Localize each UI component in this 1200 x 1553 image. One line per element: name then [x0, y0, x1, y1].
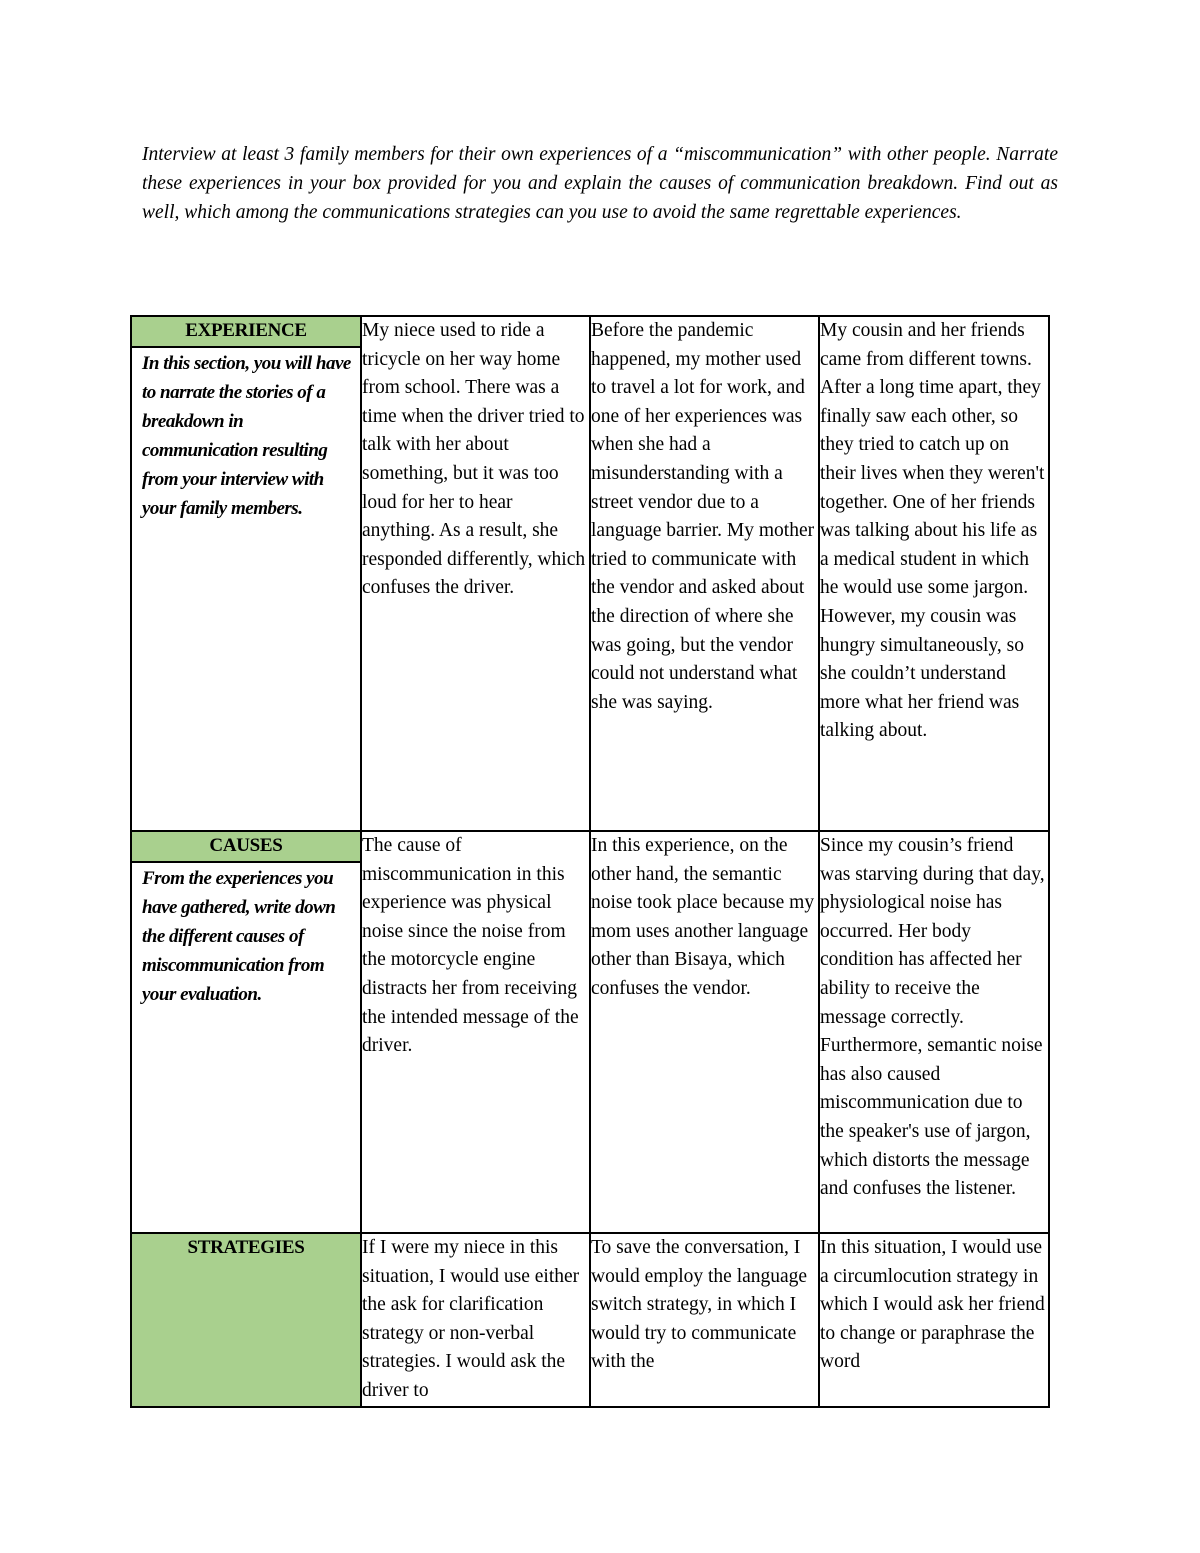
causes-label-cell [131, 831, 361, 1233]
strategies-entry-niece: If I were my niece in this situation, I would use either the ask for clarification strategy or non-verbal strategies. I would ask the driver to [361, 1233, 590, 1407]
strategies-label-cell [131, 1233, 361, 1407]
experience-entry-mother: Before the pandemic happened, my mother used to travel a lot for work, and one of her experiences was when she had a misunderstanding with a street vendor due to a language barrier. My mother tried to communicate with the vendor and asked about the direction of where she was going, but the vendor could not understand what she was saying. [590, 316, 819, 831]
strategies-entry-cousin: In this situation, I would use a circumlocution strategy in which I would ask her friend to change or paraphrase the word [819, 1233, 1049, 1407]
experience-entry-cousin: My cousin and her friends came from different towns. After a long time apart, they finally saw each other, so they tried to catch up on their lives when they weren't together. One of her friends was talking about his life as a medical student in which he would use some jargon. However, my cousin was hungry simultaneously, so she couldn’t understand more what her friend was talking about. [819, 316, 1049, 831]
experience-header: EXPERIENCE [132, 317, 360, 348]
strategies-header: STRATEGIES [132, 1234, 360, 1263]
experience-label-cell [131, 316, 361, 831]
causes-entry-niece: The cause of miscommunication in this experience was physical noise since the noise from the motorcycle engine distracts her from receiving the intended message of the driver. [361, 831, 590, 1233]
causes-entry-cousin: Since my cousin’s friend was starving during that day, physiological noise has occurred. Her body condition has affected her ability to receive the message correctly. Furthermore, semantic noise has also caused miscommunication due to the speaker's use of jargon, which distorts the message and confuses the listener. [819, 831, 1049, 1233]
experience-entry-niece: My niece used to ride a tricycle on her way home from school. There was a time when the driver tried to talk with her about something, but it was too loud for her to hear anything. As a result, she responded differently, which confuses the driver. [361, 316, 590, 831]
experience-row [131, 316, 1049, 831]
instructions-paragraph: Interview at least 3 family members for their own experiences of a “miscommunication” with other people. Narrate these experiences in your box provided for you and explain the causes of communication breakdown. Find out as well, which among the communications strategies can you use to avoid the same regrettable experiences. [142, 144, 1058, 223]
causes-row [131, 831, 1049, 1233]
miscommunication-worksheet-table [130, 315, 1050, 1408]
strategies-row [131, 1233, 1049, 1407]
experience-description: In this section, you will have to narrate the stories of a breakdown in communication resulting from your interview with your family members. [142, 353, 351, 519]
causes-description: From the experiences you have gathered, write down the different causes of miscommunication from your evaluation. [142, 868, 336, 1005]
causes-entry-mother: In this experience, on the other hand, the semantic noise took place because my mom uses another language other than Bisaya, which confuses the vendor. [590, 831, 819, 1233]
causes-header: CAUSES [132, 832, 360, 863]
strategies-entry-mother: To save the conversation, I would employ the language switch strategy, in which I would try to communicate with the [590, 1233, 819, 1407]
